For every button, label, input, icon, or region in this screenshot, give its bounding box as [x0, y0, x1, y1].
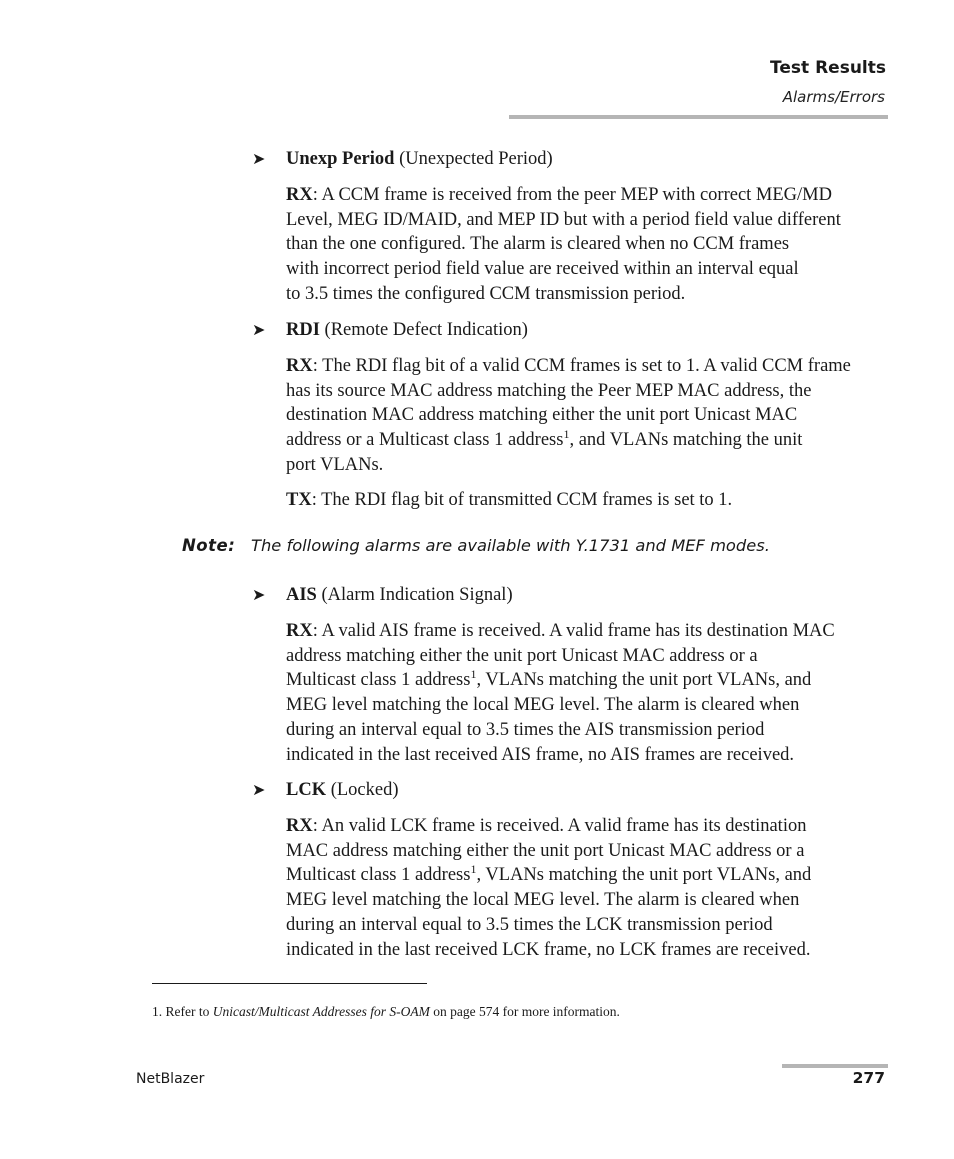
- paragraph-rx: [286, 814, 886, 962]
- header-rule: [509, 115, 888, 119]
- footnote-link[interactable]: Unicast/Multicast Addresses for S-OAM: [212, 1004, 430, 1019]
- page-number: 277: [852, 1069, 885, 1087]
- paragraph-line: during an interval equal to 3.5 times the AIS transmission period: [286, 719, 765, 740]
- header-title: Test Results: [770, 58, 886, 78]
- footer-product: NetBlazer: [136, 1071, 205, 1087]
- paragraph-line: MEG level matching the local MEG level. The alarm is cleared when: [286, 890, 800, 911]
- paragraph-line: , VLANs matching the unit port VLANs, and: [476, 670, 812, 691]
- bullet-term: LCK: [286, 780, 327, 800]
- paragraph-label: RX: [286, 356, 313, 376]
- paragraph-line: during an interval equal to 3.5 times the LCK transmission period: [286, 914, 773, 935]
- paragraph-line: , VLANs matching the unit port VLANs, and: [476, 865, 812, 886]
- footnote-reference[interactable]: 1: [470, 667, 477, 682]
- bullet-term: AIS: [286, 585, 317, 605]
- bullet-description: (Locked): [326, 780, 399, 800]
- note-text: The following alarms are available with Y.1731 and MEF modes.: [251, 536, 770, 555]
- bullet-term: RDI: [286, 320, 320, 340]
- paragraph-line: address or a Multicast class 1 address: [286, 430, 564, 451]
- paragraph-line: Level, MEG ID/MAID, and MEP ID but with a period field value different: [286, 209, 841, 230]
- footnote-prefix: 1. Refer to: [152, 1004, 213, 1019]
- bullet-term: Unexp Period: [286, 149, 395, 169]
- paragraph-line: , and VLANs matching the unit: [569, 430, 803, 451]
- paragraph-line: has its source MAC address matching the Peer MEP MAC address, the: [286, 380, 812, 401]
- paragraph-line: Multicast class 1 address: [286, 865, 471, 886]
- paragraph-rx: [286, 619, 886, 767]
- paragraph-line: : The RDI flag bit of a valid CCM frames is set to 1. A valid CCM frame: [312, 356, 851, 376]
- paragraph-label: TX: [286, 490, 312, 510]
- paragraph-line: port VLANs.: [286, 454, 384, 475]
- paragraph-tx: [286, 488, 886, 513]
- paragraph-line: address matching either the unit port Unicast MAC address or a: [286, 645, 758, 666]
- bullet-description: (Alarm Indication Signal): [316, 585, 513, 605]
- arrowhead-bullet-icon: ➤: [252, 149, 266, 168]
- note-box: [182, 536, 770, 557]
- paragraph-label: RX: [286, 816, 313, 836]
- paragraph-line: : The RDI flag bit of transmitted CCM frames is set to 1.: [311, 490, 733, 510]
- paragraph-line: indicated in the last received LCK frame, no LCK frames are received.: [286, 939, 811, 960]
- paragraph-line: : An valid LCK frame is received. A valid frame has its destination: [312, 816, 807, 836]
- paragraph-line: indicated in the last received AIS frame, no AIS frames are received.: [286, 744, 795, 765]
- arrowhead-bullet-icon: ➤: [252, 320, 266, 339]
- paragraph-line: than the one configured. The alarm is cleared when no CCM frames: [286, 234, 790, 255]
- paragraph-rx: [286, 354, 886, 478]
- paragraph-label: RX: [286, 621, 313, 641]
- bullet-description: (Unexpected Period): [394, 149, 553, 169]
- paragraph-line: : A valid AIS frame is received. A valid frame has its destination MAC: [312, 621, 835, 641]
- paragraph-line: MAC address matching either the unit port Unicast MAC address or a: [286, 840, 805, 861]
- paragraph-line: with incorrect period field value are received within an interval equal: [286, 259, 799, 280]
- paragraph-rx: [286, 183, 886, 307]
- footnote-reference[interactable]: 1: [470, 862, 477, 877]
- footer-rule: [782, 1064, 888, 1068]
- paragraph-line: : A CCM frame is received from the peer MEP with correct MEG/MD: [312, 185, 832, 205]
- header-subtitle: Alarms/Errors: [782, 88, 885, 106]
- paragraph-line: Multicast class 1 address: [286, 670, 471, 691]
- footnote-reference[interactable]: 1: [563, 426, 570, 441]
- note-label: Note:: [182, 536, 236, 555]
- footnote-rule: [152, 983, 427, 984]
- arrowhead-bullet-icon: ➤: [252, 585, 266, 604]
- paragraph-line: MEG level matching the local MEG level. The alarm is cleared when: [286, 695, 800, 716]
- footnote: [152, 1004, 620, 1020]
- paragraph-line: destination MAC address matching either the unit port Unicast MAC: [286, 405, 798, 426]
- paragraph-line: to 3.5 times the configured CCM transmission period.: [286, 283, 686, 304]
- paragraph-label: RX: [286, 185, 313, 205]
- arrowhead-bullet-icon: ➤: [252, 780, 266, 799]
- footnote-suffix: on page 574 for more information.: [429, 1004, 620, 1019]
- bullet-description: (Remote Defect Indication): [319, 320, 528, 340]
